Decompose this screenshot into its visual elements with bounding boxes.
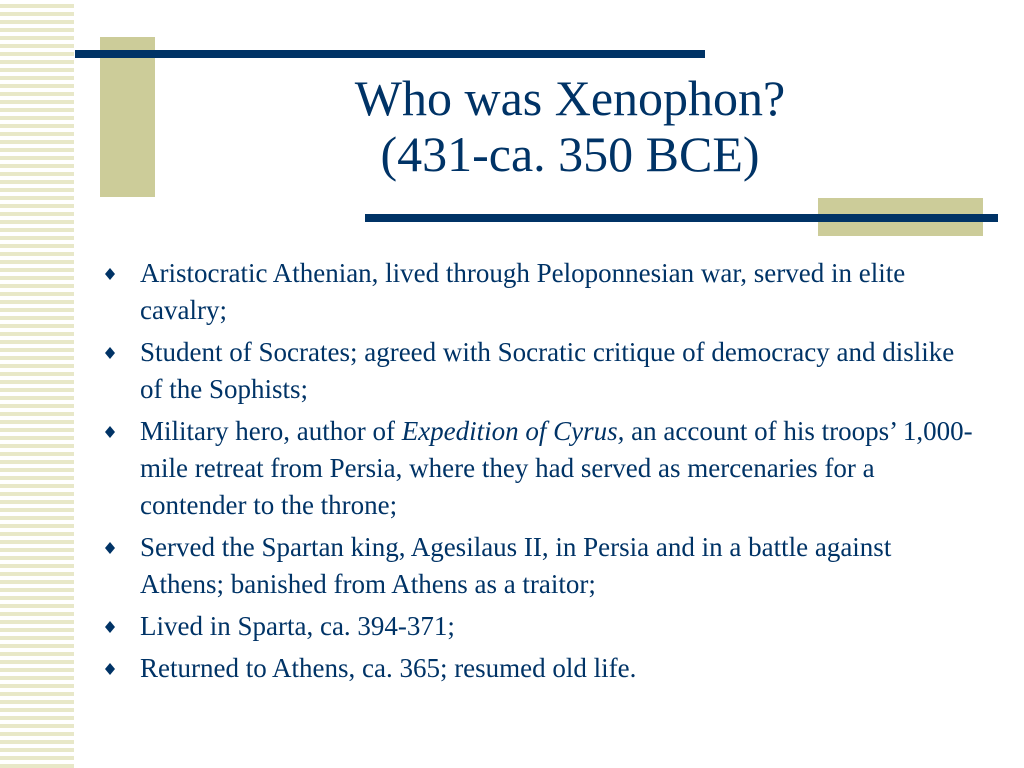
diamond-icon xyxy=(104,344,116,362)
slide-title-line-2: (431-ca. 350 BCE) xyxy=(380,126,760,182)
diamond-icon xyxy=(104,423,116,441)
bullet-item xyxy=(100,529,980,603)
bullet-text-post: an account of his troops’ 1,000-mile retreat from Persia, where they had served as mercenaries for a contender to the throne; xyxy=(140,416,973,520)
bullet-text-pre: Military hero, author of xyxy=(140,416,402,446)
bullet-text: Served the Spartan king, Agesilaus II, in Persia and in a battle against Athens; banished from Athens as a traitor; xyxy=(140,532,892,599)
slide-title xyxy=(150,70,990,182)
bullet-text xyxy=(140,416,973,520)
bullet-text: Lived in Sparta, ca. 394-371; xyxy=(140,611,455,641)
bullet-list xyxy=(100,255,980,692)
decorative-stripe-band xyxy=(0,0,74,768)
diamond-icon xyxy=(104,539,116,557)
book-title: Expedition of Cyrus, xyxy=(401,416,625,446)
bullet-item xyxy=(100,334,980,408)
diamond-icon xyxy=(104,660,116,678)
decorative-bar-bottom xyxy=(365,214,998,222)
bullet-item xyxy=(100,650,980,687)
decorative-bar-top xyxy=(75,50,705,58)
slide-title-line-1: Who was Xenophon? xyxy=(354,70,786,126)
bullet-text: Aristocratic Athenian, lived through Peloponnesian war, served in elite cavalry; xyxy=(140,258,906,325)
bullet-item xyxy=(100,608,980,645)
bullet-text: Student of Socrates; agreed with Socratic critique of democracy and dislike of the Sophists; xyxy=(140,337,955,404)
bullet-text: Returned to Athens, ca. 365; resumed old life. xyxy=(140,653,637,683)
diamond-icon xyxy=(104,618,116,636)
bullet-item xyxy=(100,255,980,329)
diamond-icon xyxy=(104,265,116,283)
decorative-beige-block-top xyxy=(100,37,155,197)
bullet-item xyxy=(100,413,980,524)
